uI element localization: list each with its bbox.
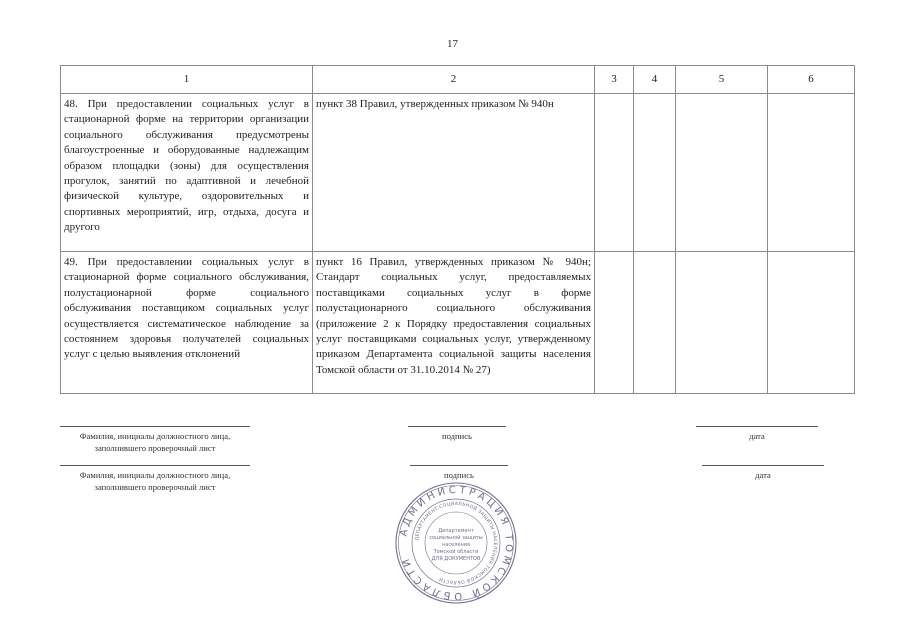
- date-line[interactable]: [696, 426, 818, 427]
- stamp-center-line: Томской области: [433, 549, 479, 555]
- comment-cell[interactable]: [768, 252, 855, 394]
- stamp-outer-text: АДМИНИСТРАЦИЯ ТОМСКОЙ ОБЛАСТИ: [398, 484, 515, 602]
- table-row: [61, 94, 855, 252]
- checklist-table: [60, 65, 855, 394]
- answer-cell-yes[interactable]: [595, 252, 634, 394]
- date-line[interactable]: [702, 465, 824, 466]
- reference-cell: пункт 38 Правил, утвержденных приказом № 940н: [313, 94, 595, 252]
- answer-cell-yes[interactable]: [595, 94, 634, 252]
- question-cell: 49. При предоставлении социальных услуг в стационарной форме социального обслуживания, полустационарной форме социального обслуживания поставщиком социальных услуг осуществляется систематическое наблюдение за состоянием здоровья получателей социальных услуг с целью выявления отклонений: [61, 252, 313, 394]
- column-header-5: 5: [676, 66, 768, 94]
- reference-cell: пункт 16 Правил, утвержденных приказом № 940н; Стандарт социальных услуг, предоставляемых поставщиками социальных услуг в форме полустационарного социального обслуживания (приложение 2 к Порядку предоставления социальных услуг поставщиками социальных услуг, утвержденному приказом Департамента социальной защиты населения Томской области от 31.10.2014 № 27): [313, 252, 595, 394]
- name-caption: Фамилия, инициалы должностного лица, заполнившего проверочный лист: [79, 470, 231, 492]
- page-number: 17: [447, 38, 458, 50]
- date-caption: дата: [749, 431, 765, 441]
- answer-cell-no[interactable]: [634, 94, 676, 252]
- answer-cell-na[interactable]: [676, 94, 768, 252]
- stamp-center-line: Департамент: [438, 528, 474, 534]
- name-caption: Фамилия, инициалы должностного лица, заполнившего проверочный лист: [79, 431, 231, 453]
- column-header-1: 1: [61, 66, 313, 94]
- signature-line[interactable]: [410, 465, 508, 466]
- column-header-4: 4: [634, 66, 676, 94]
- signature-caption: подпись: [444, 470, 474, 480]
- name-signature-line[interactable]: [60, 426, 250, 427]
- stamp-inner-ring-text: ДЕПАРТАМЕНТ СОЦИАЛЬНОЙ ЗАЩИТЫ НАСЕЛЕНИЯ ТОМСКОЙ ОБЛАСТИ: [415, 501, 498, 585]
- column-header-2: 2: [313, 66, 595, 94]
- table-row: [61, 252, 855, 394]
- signature-caption: подпись: [442, 431, 472, 441]
- answer-cell-no[interactable]: [634, 252, 676, 394]
- question-cell: 48. При предоставлении социальных услуг в стационарной форме на территории организации социального обслуживания предусмотрены благоустроенные и оборудованные надлежащим образом площадки (зоны) для осуществления прогулок, занятий по адаптивной и лечебной физической культуре, оздоровительных и спортивных мероприятий, игр, отдыха, досуга и другого: [61, 94, 313, 252]
- stamp-center-line: социальной защиты: [429, 535, 483, 541]
- signature-line[interactable]: [408, 426, 506, 427]
- stamp-center-line: ДЛЯ ДОКУМЕНТОВ: [431, 556, 481, 562]
- name-signature-line[interactable]: [60, 465, 250, 466]
- date-caption: дата: [755, 470, 771, 480]
- column-header-3: 3: [595, 66, 634, 94]
- answer-cell-na[interactable]: [676, 252, 768, 394]
- table-header-row: [61, 66, 855, 94]
- official-stamp: [394, 481, 518, 605]
- comment-cell[interactable]: [768, 94, 855, 252]
- column-header-6: 6: [768, 66, 855, 94]
- stamp-center-line: населения: [442, 542, 470, 548]
